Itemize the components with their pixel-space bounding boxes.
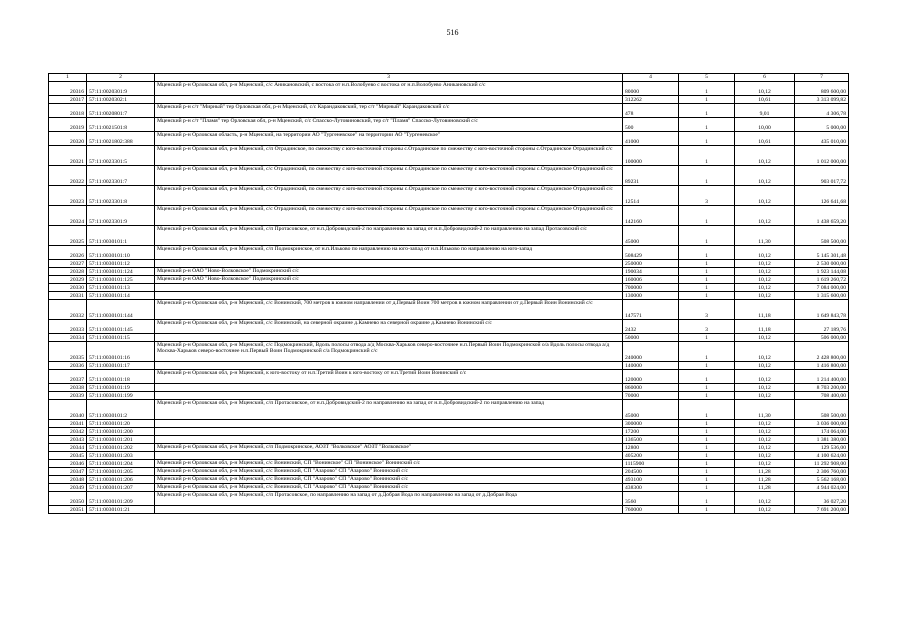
table-row: [49, 468, 849, 476]
area-cell: 12800: [623, 444, 679, 452]
area-cell: 508429: [623, 246, 679, 260]
description-cell: Мценский р-н Орловская обл, р-н Мценский, с/с Отрадинский, по смежеству с юго-восточной стороны с.Отрадинское по смежеству с юго-восточной стороны с.Отрадинское Отрадинский с/с: [155, 186, 623, 206]
table-row: [49, 436, 849, 444]
cadastral-number-cell: 57:11:0030101:1: [87, 226, 155, 246]
area-cell: 12514: [623, 186, 679, 206]
cadastral-number-cell: 57:11:0030101:145: [87, 320, 155, 334]
description-cell: Мценский р-н с/т "Мирный" тер Орловская обл, р-н Мценский, с/с Карандаковский, тер с/т "Мирный" Карандаковский с/с: [155, 104, 623, 118]
rate-cell: 10,12: [735, 334, 795, 342]
value-cell: 174 064,00: [795, 428, 849, 436]
rate-cell: 10,12: [735, 362, 795, 370]
header-row: [49, 74, 849, 82]
area-cell: 190034: [623, 268, 679, 276]
rate-cell: 10,12: [735, 82, 795, 96]
table-row: [49, 484, 849, 492]
rate-cell: 10,12: [735, 166, 795, 186]
table-row: [49, 428, 849, 436]
description-cell: [155, 436, 623, 444]
rate-cell: 10,12: [735, 246, 795, 260]
table-row: [49, 362, 849, 370]
cadastral-table: [48, 73, 849, 514]
description-cell: Мценский р-н с/т "Пламя" тер Орловская обл, р-н Мценский, с/с Спасско-Лутовиновский, тер с/т "Пламя" Спасско-Лутовиновский с/с: [155, 118, 623, 132]
row-number-cell: 20346: [49, 460, 87, 468]
rate-cell: 10,12: [735, 392, 795, 400]
table-row: [49, 300, 849, 320]
row-number-cell: 20329: [49, 276, 87, 284]
table-row: [49, 146, 849, 166]
value-cell: 508 500,00: [795, 400, 849, 420]
cadastral-number-cell: 57:11:0030101:144: [87, 300, 155, 320]
quantity-cell: 1: [679, 400, 735, 420]
description-cell: Мценский р-н Орловская обл, р-н Мценский, с/с Отрадинский, по смежеству с юго-восточной стороны с.Отрадинское по смежеству с юго-восточной стороны с.Отрадинское Отрадинский с/с: [155, 166, 623, 186]
description-cell: Мценский р-н Орловская область, р-н Мценский, на территории АО "Тургеневское" на территории АО "Тургеневское": [155, 132, 623, 146]
rate-cell: 10,61: [735, 132, 795, 146]
value-cell: 27 189,76: [795, 320, 849, 334]
description-cell: [155, 260, 623, 268]
table-row: [49, 452, 849, 460]
description-cell: Мценский р-н Орловская обл, р-н Мценский, с/п Протасовское, от н.п.Добровидский-2 по направлению на запад от н.п.Добровидский-2 по направлению на запад: [155, 400, 623, 420]
quantity-cell: 1: [679, 392, 735, 400]
description-cell: [155, 362, 623, 370]
row-number-cell: 20339: [49, 392, 87, 400]
description-cell: Мценский р-н Орловская обл, р-н Мценский, с/с Вонинский, СП "Азарово" СП "Азарово" Вонинский с/с: [155, 468, 623, 476]
quantity-cell: 1: [679, 452, 735, 460]
row-number-cell: 20323: [49, 186, 87, 206]
cadastral-number-cell: 57:11:0030101:21: [87, 506, 155, 514]
table-row: [49, 132, 849, 146]
value-cell: 809 600,00: [795, 82, 849, 96]
row-number-cell: 20318: [49, 104, 87, 118]
quantity-cell: 1: [679, 132, 735, 146]
quantity-cell: 1: [679, 96, 735, 104]
description-cell: [155, 292, 623, 300]
table-row: [49, 334, 849, 342]
table-row: [49, 492, 849, 506]
cadastral-number-cell: 57:11:0023301:9: [87, 206, 155, 226]
row-number-cell: 20321: [49, 146, 87, 166]
row-number-cell: 20344: [49, 444, 87, 452]
quantity-cell: 1: [679, 292, 735, 300]
row-number-cell: 20330: [49, 284, 87, 292]
rate-cell: 9,01: [735, 104, 795, 118]
area-cell: 45000: [623, 400, 679, 420]
table-row: [49, 268, 849, 276]
value-cell: 8 703 200,00: [795, 384, 849, 392]
description-cell: Мценский р-н Орловская обл, р-н Мценский, с/п Подмокринское, от н.п.Ильково по направлению на юго-запад от н.п.Ильково по направлению на юго-запад: [155, 246, 623, 260]
cadastral-number-cell: 57:11:0023301:5: [87, 146, 155, 166]
value-cell: 4 100 624,00: [795, 452, 849, 460]
value-cell: 5 145 301,48: [795, 246, 849, 260]
rate-cell: 11,28: [735, 484, 795, 492]
value-cell: 7 691 200,00: [795, 506, 849, 514]
area-cell: 700000: [623, 284, 679, 292]
row-number-cell: 20332: [49, 300, 87, 320]
quantity-cell: 1: [679, 246, 735, 260]
table-row: [49, 460, 849, 468]
quantity-cell: 1: [679, 436, 735, 444]
area-cell: 3560: [623, 492, 679, 506]
area-cell: 100000: [623, 146, 679, 166]
table-row: [49, 370, 849, 384]
value-cell: 126 641,68: [795, 186, 849, 206]
table-row: [49, 420, 849, 428]
table-row: [49, 96, 849, 104]
row-number-cell: 20320: [49, 132, 87, 146]
quantity-cell: 1: [679, 82, 735, 96]
quantity-cell: 1: [679, 428, 735, 436]
row-number-cell: 20340: [49, 400, 87, 420]
table-row: [49, 206, 849, 226]
description-cell: Мценский р-н Орловская обл, р-н Мценский, с/с Аникановский, с востока от н.п.Волобуево с востока от н.п.Волобуево Аникановский с/с: [155, 82, 623, 96]
area-cell: 120000: [623, 370, 679, 384]
rate-cell: 10,61: [735, 96, 795, 104]
area-cell: 136500: [623, 436, 679, 444]
table-body: [49, 74, 849, 514]
quantity-cell: 1: [679, 476, 735, 484]
cadastral-number-cell: 57:11:0030101:19: [87, 384, 155, 392]
area-cell: 240000: [623, 342, 679, 362]
rate-cell: 11,28: [735, 468, 795, 476]
quantity-cell: 1: [679, 260, 735, 268]
description-cell: Мценский р-н ОАО "Ново-Волковское" Подмокринский с/с: [155, 268, 623, 276]
area-cell: 130000: [623, 292, 679, 300]
value-cell: 2 428 800,00: [795, 342, 849, 362]
description-cell: [155, 452, 623, 460]
table-row: [49, 506, 849, 514]
cadastral-number-cell: 57:11:0023301:7: [87, 166, 155, 186]
rate-cell: 11,18: [735, 300, 795, 320]
cadastral-number-cell: 57:11:0030101:206: [87, 476, 155, 484]
row-number-cell: 20348: [49, 476, 87, 484]
table-row: [49, 166, 849, 186]
row-number-cell: 20351: [49, 506, 87, 514]
value-cell: 1 315 600,00: [795, 292, 849, 300]
quantity-cell: 1: [679, 206, 735, 226]
area-cell: 250000: [623, 260, 679, 268]
value-cell: 129 536,00: [795, 444, 849, 452]
row-number-cell: 20327: [49, 260, 87, 268]
description-cell: [155, 284, 623, 292]
column-header: 3: [155, 74, 623, 82]
cadastral-number-cell: 57:11:0030101:209: [87, 492, 155, 506]
row-number-cell: 20345: [49, 452, 87, 460]
quantity-cell: 1: [679, 468, 735, 476]
area-cell: 438300: [623, 484, 679, 492]
cadastral-number-cell: 57:11:0030101:204: [87, 460, 155, 468]
area-cell: 500: [623, 118, 679, 132]
rate-cell: 10,12: [735, 276, 795, 284]
area-cell: 1115900: [623, 460, 679, 468]
cadastral-number-cell: 57:11:0030101:199: [87, 392, 155, 400]
table-row: [49, 276, 849, 284]
cadastral-number-cell: 57:11:0030101:13: [87, 284, 155, 292]
table-row: [49, 118, 849, 132]
table-row: [49, 104, 849, 118]
value-cell: 7 084 000,00: [795, 284, 849, 292]
area-cell: 147571: [623, 300, 679, 320]
quantity-cell: 1: [679, 118, 735, 132]
rate-cell: 10,12: [735, 284, 795, 292]
quantity-cell: 1: [679, 362, 735, 370]
cadastral-number-cell: 57:11:0020801:7: [87, 104, 155, 118]
rate-cell: 10,12: [735, 460, 795, 468]
quantity-cell: 1: [679, 166, 735, 186]
cadastral-number-cell: 57:11:0030101:201: [87, 436, 155, 444]
quantity-cell: 1: [679, 420, 735, 428]
value-cell: 1 923 144,08: [795, 268, 849, 276]
column-header: 2: [87, 74, 155, 82]
rate-cell: 10,12: [735, 186, 795, 206]
quantity-cell: 1: [679, 226, 735, 246]
column-header: 6: [735, 74, 795, 82]
cadastral-number-cell: 57:11:0030101:14: [87, 292, 155, 300]
area-cell: 760000: [623, 506, 679, 514]
area-cell: 312262: [623, 96, 679, 104]
table-row: [49, 400, 849, 420]
rate-cell: 10,12: [735, 260, 795, 268]
cadastral-number-cell: 57:11:0030101:124: [87, 268, 155, 276]
description-cell: Мценский р-н Орловская обл, р-н Мценский, с/с Подмокринский, Вдоль полосы отвода а/д Москва-Харьков северо-восточнее н.п.Первый Воин Подмокринской о/а Вдоль полосы отвода а/д Москва-Харьков северо-восточнее н.п.Первый Воин Подмокринской с/а Подмокринский с/с: [155, 342, 623, 362]
quantity-cell: 1: [679, 342, 735, 362]
quantity-cell: 1: [679, 104, 735, 118]
row-number-cell: 20343: [49, 436, 87, 444]
rate-cell: 10,00: [735, 118, 795, 132]
area-cell: 140000: [623, 362, 679, 370]
value-cell: 1 619 260,72: [795, 276, 849, 284]
value-cell: 1 214 400,00: [795, 370, 849, 384]
cadastral-number-cell: 57:11:0030101:203: [87, 452, 155, 460]
rate-cell: 10,12: [735, 206, 795, 226]
cadastral-number-cell: 57:11:0030101:16: [87, 342, 155, 362]
rate-cell: 10,12: [735, 506, 795, 514]
description-cell: Мценский р-н Орловская обл, р-н Мценский, с/с Вонинский, СП "Азарово" СП "Азарово" Вонинский с/с: [155, 484, 623, 492]
table-row: [49, 292, 849, 300]
value-cell: 36 027,20: [795, 492, 849, 506]
description-cell: Мценский р-н Орловская обл, р-н Мценский, с/п Протасовское, по направлению на запад от д.Добрая Вода по направлению на запад от д.Добрая Вода: [155, 492, 623, 506]
rate-cell: 10,12: [735, 384, 795, 392]
rate-cell: 10,12: [735, 420, 795, 428]
area-cell: 2432: [623, 320, 679, 334]
quantity-cell: 3: [679, 186, 735, 206]
cadastral-number-cell: 57:11:0030101:17: [87, 362, 155, 370]
value-cell: 5 000,00: [795, 118, 849, 132]
cadastral-number-cell: 57:11:0030101:20: [87, 420, 155, 428]
description-cell: Мценский р-н Орловская обл, р-н Мценский, с/с Вонинский, на северной окраине д.Камнево на северной окраине д.Камнево Вонинский с/с: [155, 320, 623, 334]
rate-cell: 10,12: [735, 444, 795, 452]
table-row: [49, 476, 849, 484]
value-cell: 1 381 380,00: [795, 436, 849, 444]
table-row: [49, 246, 849, 260]
row-number-cell: 20347: [49, 468, 87, 476]
column-header: 1: [49, 74, 87, 82]
column-header: 7: [795, 74, 849, 82]
table-row: [49, 392, 849, 400]
rate-cell: 10,12: [735, 428, 795, 436]
description-cell: [155, 428, 623, 436]
quantity-cell: 1: [679, 492, 735, 506]
rate-cell: 11,30: [735, 400, 795, 420]
quantity-cell: 1: [679, 334, 735, 342]
table-row: [49, 284, 849, 292]
area-cell: 204500: [623, 468, 679, 476]
cadastral-number-cell: 57:11:0030101:200: [87, 428, 155, 436]
quantity-cell: 1: [679, 276, 735, 284]
table-row: [49, 444, 849, 452]
table-row: [49, 384, 849, 392]
row-number-cell: 20336: [49, 362, 87, 370]
value-cell: 4 944 024,00: [795, 484, 849, 492]
rate-cell: 10,12: [735, 436, 795, 444]
row-number-cell: 20342: [49, 428, 87, 436]
value-cell: 4 306,78: [795, 104, 849, 118]
rate-cell: 10,12: [735, 492, 795, 506]
row-number-cell: 20325: [49, 226, 87, 246]
column-header: 4: [623, 74, 679, 82]
row-number-cell: 20326: [49, 246, 87, 260]
area-cell: 50000: [623, 334, 679, 342]
table-row: [49, 226, 849, 246]
cadastral-number-cell: 57:11:0030101:207: [87, 484, 155, 492]
quantity-cell: 1: [679, 268, 735, 276]
row-number-cell: 20322: [49, 166, 87, 186]
value-cell: 1 416 800,00: [795, 362, 849, 370]
description-cell: Мценский р-н Орловская обл, р-н Мценский, с/с Отрадинский, по смежеству с юго-восточной стороны с.Отрадинское по смежеству с юго-восточной стороны с.Отрадинское Отрадинский с/с: [155, 206, 623, 226]
row-number-cell: 20333: [49, 320, 87, 334]
description-cell: Мценский р-н Орловская обл, р-н Мценский, с/с Вонинский, СП "Азарово" СП "Азарово" Вонинский с/с: [155, 476, 623, 484]
description-cell: [155, 334, 623, 342]
description-cell: Мценский р-н ОАО "Ново-Волковское" Подмокринский с/с: [155, 276, 623, 284]
cadastral-number-cell: 57:11:0030101:12: [87, 260, 155, 268]
row-number-cell: 20338: [49, 384, 87, 392]
value-cell: 3 036 000,00: [795, 420, 849, 428]
cadastral-number-cell: 57:11:0023301:8: [87, 186, 155, 206]
cadastral-number-cell: 57:11:0030101:18: [87, 370, 155, 384]
cadastral-number-cell: 57:11:0030101:10: [87, 246, 155, 260]
row-number-cell: 20349: [49, 484, 87, 492]
value-cell: 708 400,00: [795, 392, 849, 400]
description-cell: [155, 96, 623, 104]
value-cell: 506 000,00: [795, 334, 849, 342]
description-cell: [155, 506, 623, 514]
value-cell: 435 010,00: [795, 132, 849, 146]
description-cell: [155, 420, 623, 428]
quantity-cell: 3: [679, 320, 735, 334]
area-cell: 300000: [623, 420, 679, 428]
description-cell: Мценский р-н Орловская обл, р-н Мценский, с/п Протасовское, от н.п.Добровидский-2 по направлению на запад от н.п.Добровидский-2 по направлению на запад Протасовский с/с: [155, 226, 623, 246]
row-number-cell: 20334: [49, 334, 87, 342]
quantity-cell: 1: [679, 370, 735, 384]
row-number-cell: 20331: [49, 292, 87, 300]
value-cell: 1 012 000,00: [795, 146, 849, 166]
quantity-cell: 1: [679, 146, 735, 166]
row-number-cell: 20337: [49, 370, 87, 384]
value-cell: 2 306 760,00: [795, 468, 849, 476]
value-cell: 3 313 099,82: [795, 96, 849, 104]
rate-cell: 10,12: [735, 268, 795, 276]
rate-cell: 10,12: [735, 370, 795, 384]
rate-cell: 10,12: [735, 452, 795, 460]
description-cell: [155, 384, 623, 392]
cadastral-number-cell: 57:11:0021802:388: [87, 132, 155, 146]
value-cell: 1 438 659,20: [795, 206, 849, 226]
cadastral-number-cell: 57:11:0030101:205: [87, 468, 155, 476]
description-cell: Мценский р-н Орловская обл, р-н Мценский, с/с Вонинский, 700 метров в южном направлении от д.Первый Воин 700 метров в южном направлении от д.Первый Воин Вонинский с/с: [155, 300, 623, 320]
row-number-cell: 20335: [49, 342, 87, 362]
quantity-cell: 1: [679, 284, 735, 292]
cadastral-number-cell: 57:11:0020302:1: [87, 96, 155, 104]
cadastral-number-cell: 57:11:0020301:9: [87, 82, 155, 96]
description-cell: Мценский р-н Орловская обл, р-н Мценский, с/п Подмокринское, АОЗТ "Волковское" АОЗТ "Волковское": [155, 444, 623, 452]
table-row: [49, 260, 849, 268]
row-number-cell: 20328: [49, 268, 87, 276]
table-row: [49, 342, 849, 362]
value-cell: 2 530 000,00: [795, 260, 849, 268]
area-cell: 70000: [623, 392, 679, 400]
rate-cell: 11,18: [735, 320, 795, 334]
area-cell: 478: [623, 104, 679, 118]
row-number-cell: 20350: [49, 492, 87, 506]
column-header: 5: [679, 74, 735, 82]
description-cell: Мценский р-н Орловская обл, р-н Мценский, с/п Отрадинское, по смежеству с юго-восточной стороны с.Отрадинское по смежеству с юго-восточной стороны с.Отрадинское Отрадинский с/с: [155, 146, 623, 166]
rate-cell: 10,12: [735, 292, 795, 300]
rate-cell: 10,12: [735, 342, 795, 362]
cadastral-number-cell: 57:11:0021501:8: [87, 118, 155, 132]
area-cell: 41000: [623, 132, 679, 146]
quantity-cell: 1: [679, 460, 735, 468]
value-cell: 1 649 843,78: [795, 300, 849, 320]
row-number-cell: 20316: [49, 82, 87, 96]
area-cell: 160006: [623, 276, 679, 284]
cadastral-number-cell: 57:11:0030101:2: [87, 400, 155, 420]
area-cell: 80000: [623, 82, 679, 96]
area-cell: 142160: [623, 206, 679, 226]
value-cell: 11 292 908,00: [795, 460, 849, 468]
description-cell: Мценский р-н Орловская обл, р-н Мценский, к юго-востоку от н.п.Третий Воин к юго-востоку от н.п.Третий Воин Вонинский с/с: [155, 370, 623, 384]
page-number: 516: [446, 28, 459, 37]
area-cell: 17200: [623, 428, 679, 436]
value-cell: 903 017,72: [795, 166, 849, 186]
quantity-cell: 1: [679, 484, 735, 492]
quantity-cell: 1: [679, 384, 735, 392]
value-cell: 508 500,00: [795, 226, 849, 246]
row-number-cell: 20341: [49, 420, 87, 428]
row-number-cell: 20324: [49, 206, 87, 226]
area-cell: 860000: [623, 384, 679, 392]
quantity-cell: 1: [679, 506, 735, 514]
area-cell: 89231: [623, 166, 679, 186]
cadastral-number-cell: 57:11:0030101:202: [87, 444, 155, 452]
cadastral-number-cell: 57:11:0030101:125: [87, 276, 155, 284]
row-number-cell: 20319: [49, 118, 87, 132]
rate-cell: 10,12: [735, 146, 795, 166]
row-number-cell: 20317: [49, 96, 87, 104]
quantity-cell: 3: [679, 300, 735, 320]
value-cell: 5 562 168,00: [795, 476, 849, 484]
area-cell: 405200: [623, 452, 679, 460]
description-cell: Мценский р-н Орловская обл, р-н Мценский, с/с Вонинский, СП "Вонинское" СП "Вонинское" Вонинский с/с: [155, 460, 623, 468]
description-cell: [155, 392, 623, 400]
rate-cell: 11,28: [735, 476, 795, 484]
quantity-cell: 1: [679, 444, 735, 452]
rate-cell: 11,30: [735, 226, 795, 246]
table-row: [49, 186, 849, 206]
cadastral-number-cell: 57:11:0030101:15: [87, 334, 155, 342]
table-row: [49, 320, 849, 334]
area-cell: 493100: [623, 476, 679, 484]
area-cell: 45000: [623, 226, 679, 246]
table-row: [49, 82, 849, 96]
